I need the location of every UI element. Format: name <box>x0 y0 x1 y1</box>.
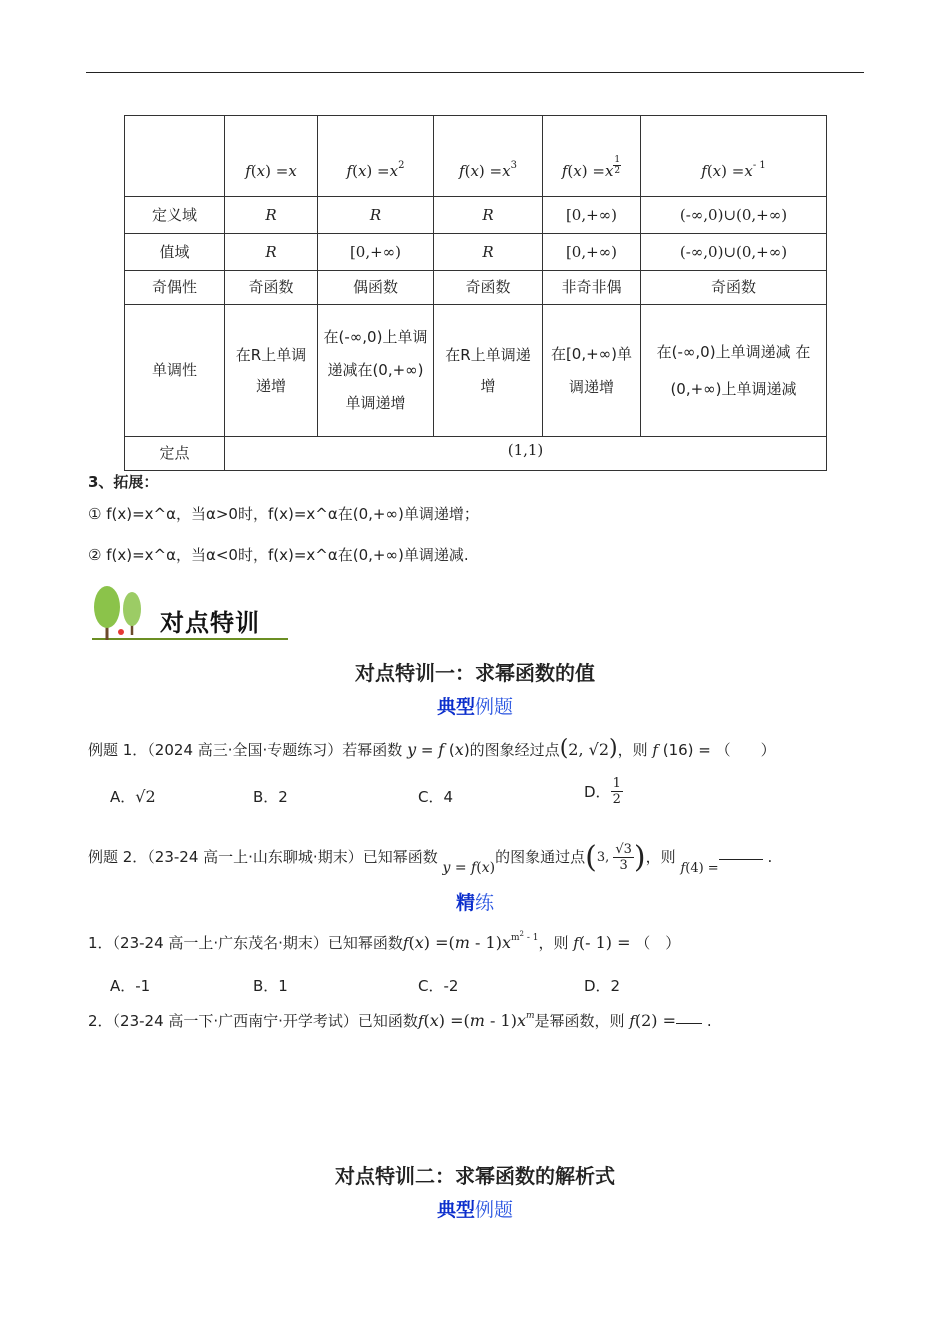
question-2-text: 2．（23-24 高一下·广西南宁·开学考试）已知函数 <box>88 1012 418 1030</box>
typical-part1: 典型 <box>436 1199 475 1221</box>
typical-part2: 例题 <box>475 1199 514 1221</box>
row-label: 值域 <box>125 234 225 271</box>
cell: 奇函数 <box>225 271 318 305</box>
table-row-monotonicity <box>125 305 827 437</box>
question-1-text: 1．（23-24 高一上·广东茂名·期末）已知幂函数 <box>88 934 403 952</box>
header-fx-x2: $f(x) =x^2$ <box>318 116 434 197</box>
cell: [0,+∞) <box>543 234 641 271</box>
extension-item-1: ① f(x)=x^α，当α>0时，f(x)=x^α在(0,+∞)单调递增； <box>88 505 479 523</box>
cell: 非奇非偶 <box>543 271 641 305</box>
header-fx-sqrt: f(x) =x $\frac{1}{2}$ <box>543 116 641 197</box>
example-1-option-a: A．√2 <box>110 787 156 806</box>
example-1-option-b: B．2 <box>253 788 288 806</box>
row-label: 定点 <box>125 437 225 471</box>
example-1-option-c: C．4 <box>418 788 454 806</box>
example-2: 例题 2．（23-24 高一上·山东聊城·期末）已知幂函数 y = f(x)的图象通过点(3, $\frac{√3}{3}$ )，则 f(4) = . <box>88 840 773 876</box>
example-2-mid: 的图象通过点 <box>495 848 586 866</box>
question-2: 2．（23-24 高一下·广西南宁·开学考试）已知函数$f(x) =(m - 1)x^m$是幂函数，则 f(2) = . <box>88 1011 712 1030</box>
example-1-text: 例题 1．（2024 高三·全国·专题练习）若幂函数 <box>88 741 403 759</box>
question-1-option-d: D．2 <box>584 977 621 995</box>
cell: 在[0,+∞)单调递增 <box>543 305 641 437</box>
cell: 偶函数 <box>318 271 434 305</box>
practice-part2: 练 <box>475 892 495 914</box>
typical-part1: 典型 <box>436 696 475 718</box>
table-row-parity <box>125 271 827 305</box>
question-1-tail: ，则 <box>538 934 569 952</box>
extension-item-2: ② f(x)=x^α，当α<0时，f(x)=x^α在(0,+∞)单调递减. <box>88 546 469 564</box>
section2-typical-heading <box>0 1195 950 1222</box>
question-1-option-a: A．-1 <box>110 977 151 995</box>
example-2-tail: ，则 <box>645 848 676 866</box>
table-row-range <box>125 234 827 271</box>
row-label: 定义域 <box>125 197 225 234</box>
question-1-option-c: C．-2 <box>418 977 459 995</box>
header-rule <box>86 72 864 73</box>
example-1-tail: ，则 <box>617 741 648 759</box>
cell: R <box>225 197 318 234</box>
extension-title: 3、拓展： <box>88 473 159 491</box>
question-2-mid: 是幂函数，则 <box>534 1012 625 1030</box>
answer-blank[interactable] <box>719 858 763 860</box>
section2-title: 对点特训二：求幂函数的解析式 <box>335 1164 615 1188</box>
cell: 奇函数 <box>641 271 827 305</box>
example-2-text: 例题 2．（23-24 高一上·山东聊城·期末）已知幂函数 <box>88 848 438 866</box>
section1-title: 对点特训一：求幂函数的值 <box>355 661 595 685</box>
typical-part2: 例题 <box>475 696 514 718</box>
cell: 在R上单调递增 <box>434 305 543 437</box>
cell: 在(-∞,0)上单调递减 在(0,+∞)上单调递减 <box>641 305 827 437</box>
cell: R <box>434 197 543 234</box>
cell: (-∞,0)∪(0,+∞) <box>641 234 827 271</box>
cell: R <box>225 234 318 271</box>
power-function-table <box>124 115 827 471</box>
cell: (-∞,0)∪(0,+∞) <box>641 197 827 234</box>
section1-typical-heading <box>0 692 950 719</box>
question-2-end: . <box>706 1012 712 1030</box>
practice-part1: 精 <box>455 892 475 914</box>
table-row-fixed-point <box>125 437 827 471</box>
question-1-end: （ ） <box>635 934 681 952</box>
example-1-end: （ ） <box>715 741 776 759</box>
cell: [0,+∞) <box>318 234 434 271</box>
header-fx-x: f(x) =x <box>225 116 318 197</box>
table-corner <box>125 116 225 197</box>
row-label: 奇偶性 <box>125 271 225 305</box>
example-1: 例题 1．（2024 高三·全国·专题练习）若幂函数 y = f (x)的图象经过点(2, √2)，则 f (16) = （ ） <box>88 736 776 761</box>
banner-title: 对点特训 <box>160 609 260 637</box>
row-label: 单调性 <box>125 305 225 437</box>
option-label: A． <box>110 788 136 806</box>
table-row-domain <box>125 197 827 234</box>
answer-blank[interactable] <box>676 1022 702 1024</box>
cell: [0,+∞) <box>543 197 641 234</box>
cell: (1,1) <box>225 437 827 471</box>
practice-heading <box>0 888 950 915</box>
option-label: D． <box>584 783 611 801</box>
example-1-option-d: D． $\frac{1}{2}$ <box>584 776 621 807</box>
example-1-mid: 的图象经过点 <box>469 741 560 759</box>
table-header-row <box>125 116 827 197</box>
header-fx-x3: $f(x) =x^3$ <box>434 116 543 197</box>
question-1: 1．（23-24 高一上·广东茂名·期末）已知幂函数$f(x) =(m - 1)x^{m^2 - 1}$，则 f(- 1) = （ ） <box>88 930 681 952</box>
cell: 奇函数 <box>434 271 543 305</box>
cell: R <box>318 197 434 234</box>
question-1-option-b: B．1 <box>253 977 288 995</box>
cell: R <box>434 234 543 271</box>
cell: 在(-∞,0)上单调递减在(0,+∞)单调递增 <box>318 305 434 437</box>
cell: 在R上单调递增 <box>225 305 318 437</box>
example-2-end: . <box>767 848 773 866</box>
header-fx-inverse: $f(x) =x^{- 1}$ <box>641 116 827 197</box>
